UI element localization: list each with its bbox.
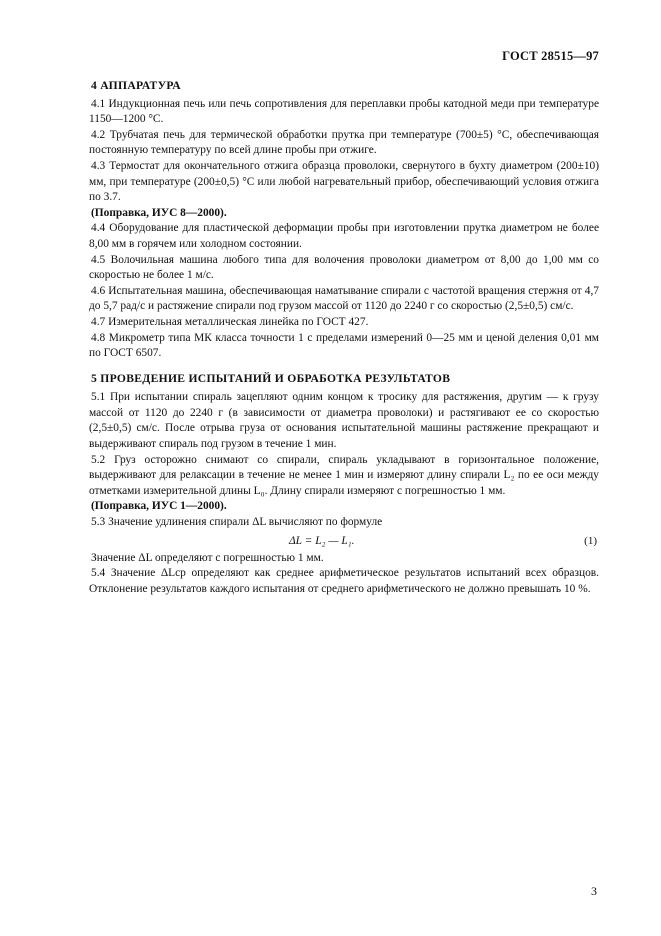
paragraph-5-2: 5.2 Груз осторожно снимают со спирали, спираль укладывают в горизонтальное положение, выдерживают для релаксации в течение не менее 1 мин и измеряют длину спирали L₂ по ее оси между отметками измерительной длины L₀. Длину спирали измеряют с погрешностью 1 мм.	[89, 453, 599, 497]
paragraph-4-6: 4.6 Испытательная машина, обеспечивающая наматывание спирали с частотой вращения стержня от 4,7 до 5,7 рад/с и растяжение спирали под грузом массой от 1120 до 2240 г со скоростью (2,5±0,5) см/с.	[89, 284, 599, 313]
paragraph-4-8: 4.8 Микрометр типа МК класса точности 1 с пределами измерений 0—25 мм и ценой деления 0,01 мм по ГОСТ 6507.	[89, 331, 599, 360]
paragraph-5-1: 5.1 При испытании спираль зацепляют одним концом к тросику для растяжения, другим — к грузу массой от 1120 до 2240 г (в зависимости от диаметра проволоки) и растягивают ее со скоростью (2,5±0,5) см/с. После отрыва груза от основания испытательной машины растяжение прекращают и выдерживают спираль под грузом в течение 1 мин.	[89, 391, 599, 451]
paragraph-4-1: 4.1 Индукционная печь или печь сопротивления для переплавки пробы катодной меди при температуре 1150—1200 °С.	[89, 97, 599, 126]
document-body	[89, 78, 599, 597]
paragraph-5-3: 5.3 Значение удлинения спирали ΔL вычисляют по формуле	[91, 516, 383, 529]
standard-code-header: ГОСТ 28515—97	[502, 49, 599, 63]
section-5-heading: 5 ПРОВЕДЕНИЕ ИСПЫТАНИЙ И ОБРАБОТКА РЕЗУЛЬТАТОВ	[91, 371, 451, 385]
amendment-note-2: (Поправка, ИУС 1—2000).	[91, 500, 227, 513]
paragraph-5-3-precision: Значение ΔL определяют с погрешностью 1 мм.	[91, 551, 324, 564]
equation-number: (1)	[584, 534, 597, 547]
amendment-note-1: (Поправка, ИУС 8—2000).	[91, 206, 227, 219]
paragraph-4-4: 4.4 Оборудование для пластической деформации пробы при изготовлении прутка диаметром не более 8,00 мм в горячем или холодном состоянии.	[89, 222, 599, 250]
paragraph-4-3: 4.3 Термостат для окончательного отжига образца проволоки, свернутого в бухту диаметром (200±10) мм, при температуре (200±0,5) °С или любой нагревательный прибор, обеспечивающий условия отжига по 3.7.	[89, 159, 599, 204]
paragraph-5-4: 5.4 Значение ΔLср определяют как среднее арифметическое результатов испытаний всех образцов. Отклонение результатов каждого испытания от среднего арифметического не должно превышать 10 %.	[89, 567, 599, 595]
section-4-heading: 4 АППАРАТУРА	[91, 79, 181, 92]
equation-block	[89, 534, 599, 551]
elongation-formula: ΔL = L₂ — L₁.	[289, 534, 355, 547]
page-number: 3	[591, 884, 597, 898]
paragraph-4-5: 4.5 Волочильная машина любого типа для волочения проволоки диаметром от 8,00 до 1,00 мм со скоростью не более 1 м/с.	[89, 253, 599, 282]
paragraph-4-2: 4.2 Трубчатая печь для термической обработки прутка при температуре (700±5) °С, обеспечивающая постоянную температуру по всей длине пробы при отжиге.	[89, 128, 599, 157]
paragraph-4-7: 4.7 Измерительная металлическая линейка по ГОСТ 427.	[91, 315, 369, 328]
